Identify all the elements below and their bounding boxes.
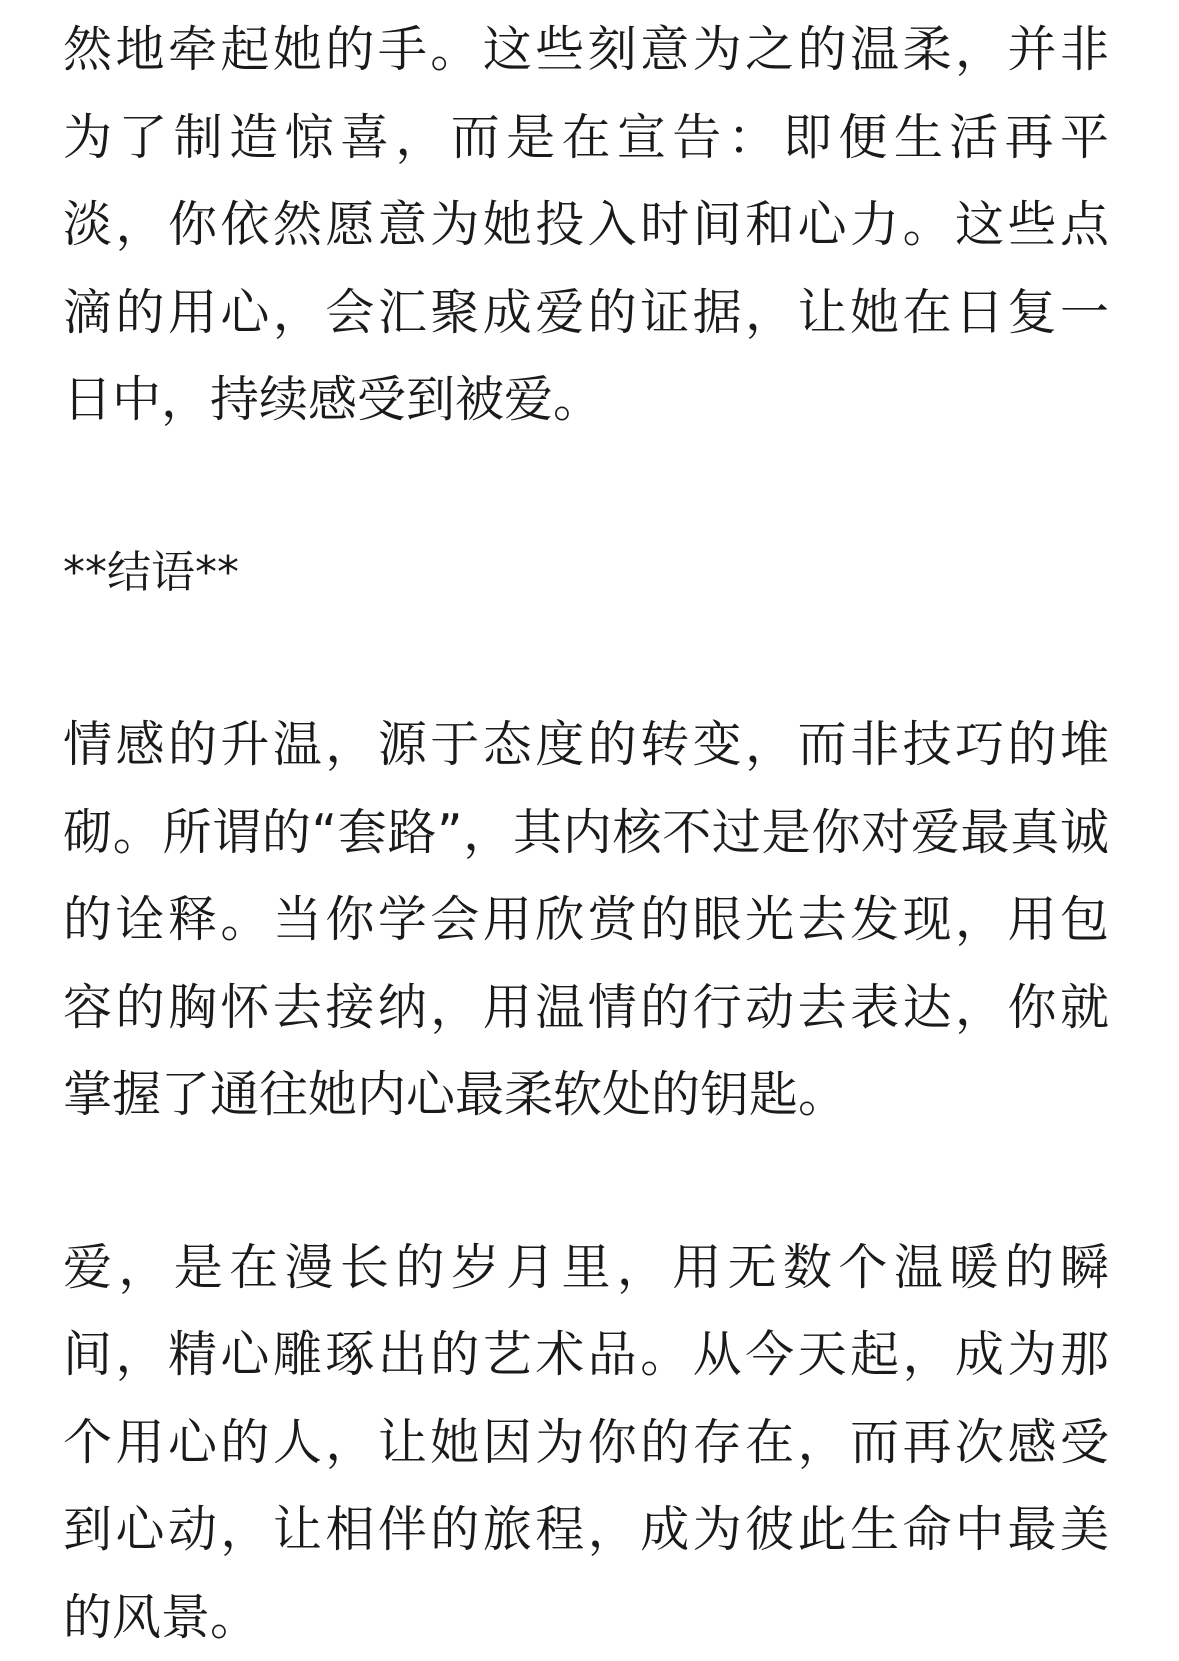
article-body [63, 0, 1109, 1661]
section-heading [63, 529, 1109, 617]
paragraph-2 [63, 701, 1109, 1139]
text-line: 为了制造惊喜，而是在宣告：即便生活再平 [63, 94, 1109, 182]
text-line: 淡，你依然愿意为她投入时间和心力。这些点 [63, 181, 1109, 269]
text-line: 日中，持续感受到被爱。 [63, 356, 1109, 444]
text-line: 容的胸怀去接纳，用温情的行动去表达，你就 [63, 964, 1109, 1052]
text-line: 掌握了通往她内心最柔软处的钥匙。 [63, 1051, 1109, 1139]
text-line: 爱，是在漫长的岁月里，用无数个温暖的瞬 [63, 1224, 1109, 1312]
text-line: 滴的用心，会汇聚成爱的证据，让她在日复一 [63, 269, 1109, 357]
paragraph-3 [63, 1224, 1109, 1661]
text-line: 的诠释。当你学会用欣赏的眼光去发现，用包 [63, 876, 1109, 964]
text-line: 砌。所谓的“套路”，其内核不过是你对爱最真诚 [63, 789, 1109, 877]
text-line: 个用心的人，让她因为你的存在，而再次感受 [63, 1399, 1109, 1487]
paragraph-1 [63, 6, 1109, 444]
text-line: 然地牵起她的手。这些刻意为之的温柔，并非 [63, 6, 1109, 94]
text-line: 的风景。 [63, 1574, 1109, 1661]
text-line: 情感的升温，源于态度的转变，而非技巧的堆 [63, 701, 1109, 789]
text-line: 到心动，让相伴的旅程，成为彼此生命中最美 [63, 1486, 1109, 1574]
text-line: 间，精心雕琢出的艺术品。从今天起，成为那 [63, 1311, 1109, 1399]
heading-text: **结语** [63, 529, 1109, 617]
